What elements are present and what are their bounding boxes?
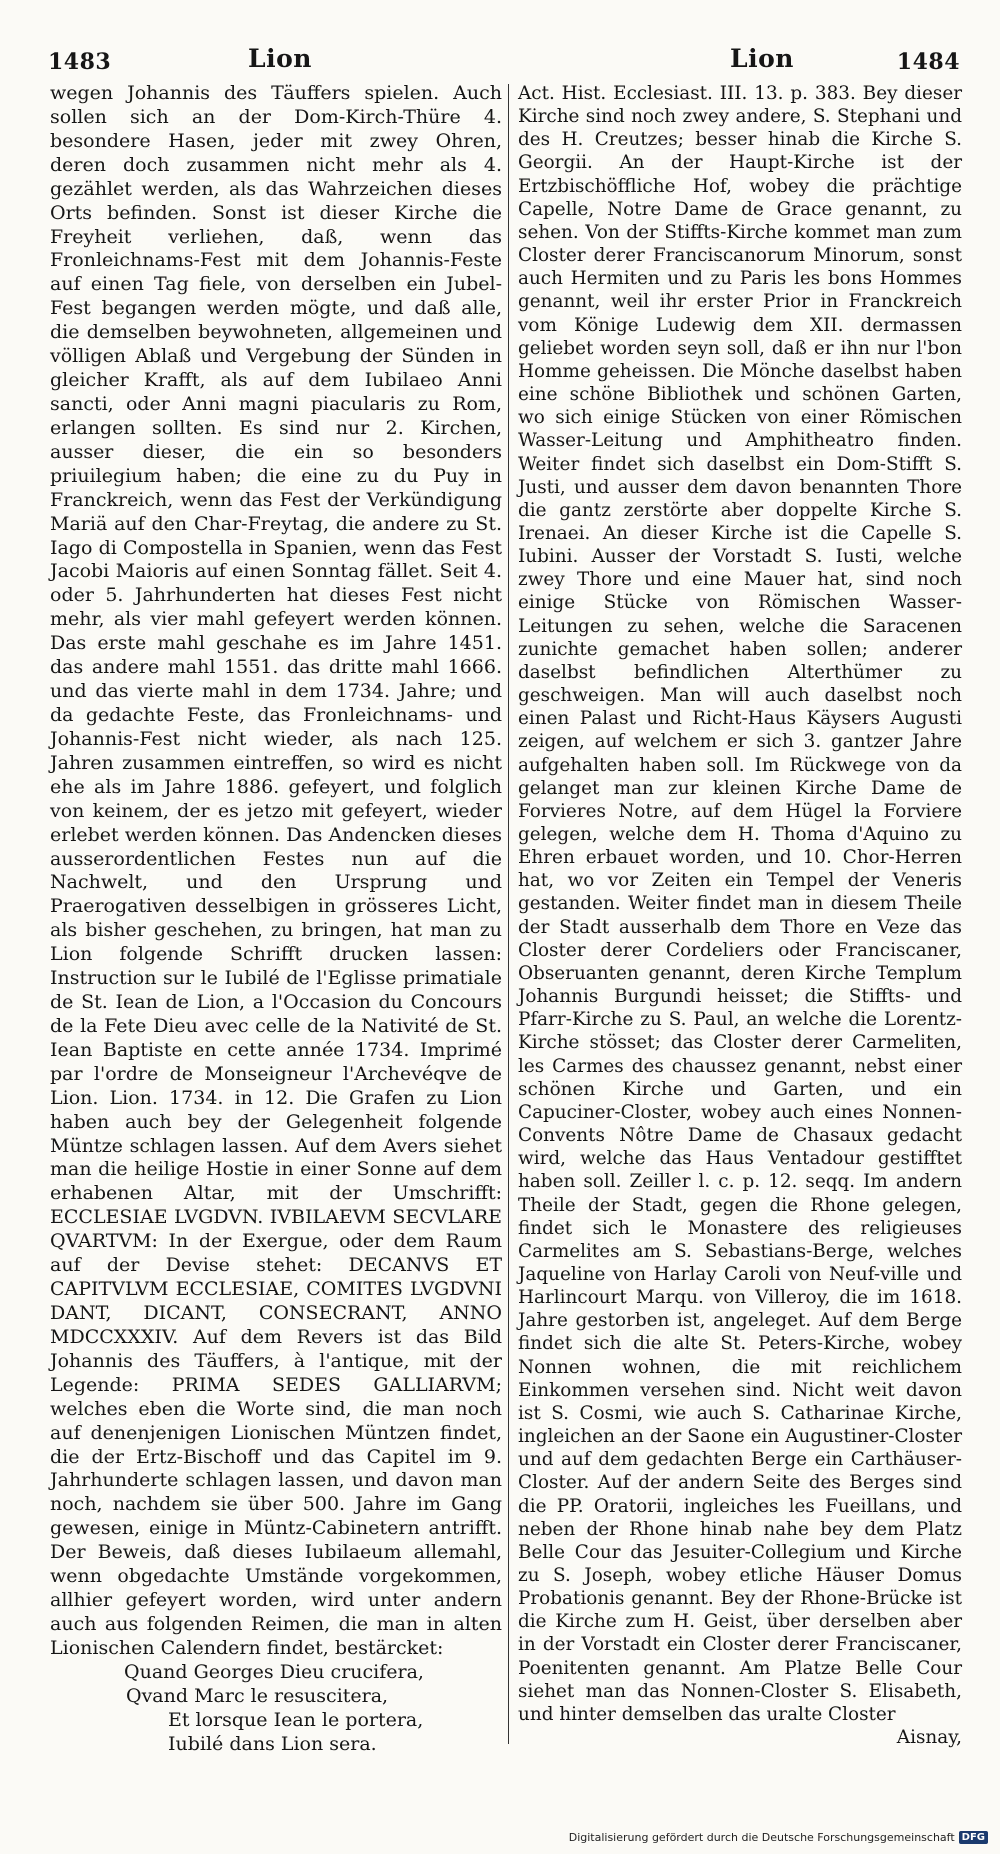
- funding-credit: Digitalisierung gefördert durch die Deutsche Forschungsgemeinschaft: [568, 1831, 955, 1844]
- verse-line: Qvand Marc le resuscitera,: [126, 1684, 389, 1707]
- running-title-left: Lion: [248, 44, 312, 73]
- running-header: [48, 44, 960, 82]
- left-column: [50, 82, 502, 1757]
- digitization-footer: [569, 1831, 988, 1844]
- column-divider: [508, 84, 509, 1744]
- right-column-text: Act. Hist. Ecclesiast. III. 13. p. 383. Bey dieser Kirche sind noch zwey andere, S. Stephani und des H. Creutzes; besser hinab die Kirche S. Georgii. An der Haupt-Kirche ist der Ertzbischöffliche Hof, wobey die prächtige Capelle, Notre Dame de Grace genannt, zu sehen. Von der Stiffts-Kirche kommet man zum Closter derer Franciscanorum Minorum, sonst auch Hermiten und zu Paris les bons Hommes genannt, weil ihr erster Prior in Franckreich vom Könige Ludewig dem XII. dermassen geliebet worden seyn soll, daß er ihn nur l'bon Homme geheissen. Die Mönche daselbst haben eine schöne Bibliothek und schönen Garten, wo sich einige Stücken von einer Römischen Wasser-Leitung und Amphitheatro finden. Weiter findet sich daselbst ein Dom-Stifft S. Justi, und ausser dem davon benannten Thore die gantz zerstörte aber doppelte Kirche S. Irenaei. An dieser Kirche ist die Capelle S. Iubini. Ausser der Vorstadt S. Iusti, welche zwey Thore und eine Mauer hat, sind noch einige Stücke von Römischen Wasser-Leitungen zu sehen, welche die Saracenen zunichte gemachet haben sollen; anderer daselbst befindlichen Alterthümer zu geschweigen. Man will auch daselbst noch einen Palast und Richt-Haus Käysers Augusti zeigen, auf welchem er sich 3. gantzer Jahre aufgehalten haben soll. Im Rückwege von da gelanget man zur kleinen Kirche Dame de Forvieres Notre, auf dem Hügel la Forviere gelegen, welche dem H. Thoma d'Aquino zu Ehren erbauet worden, und 10. Chor-Herren hat, wo vor Zeiten ein Tempel der Veneris gestanden. Weiter findet man in diesem Theile der Stadt ausserhalb dem Thore en Veze das Closter derer Cordeliers oder Franciscaner, Obseruanten genannt, deren Kirche Templum Johannis Burgundi heisset; die Stiffts- und Pfarr-Kirche zu S. Paul, an welche die Lorentz-Kirche stösset; das Closter derer Carmeliten, les Carmes des chaussez genannt, nebst einer schönen Kirche und Garten, und ein Capuciner-Closter, wobey auch eines Nonnen-Convents Nôtre Dame de Chasaux gedacht wird, welche das Haus Ventadour gestifftet haben soll. Zeiller l. c. p. 12. seqq. Im andern Theile der Stadt, gegen die Rhone gelegen, findet sich le Monastere des religieuses Carmelites am S. Sebastians-Berge, welches Jaqueline von Harlay Caroli von Neuf-ville und Harlincourt Marqu. von Villeroy, die im 1618. Jahre gestorben ist, angeleget. Auf dem Berge findet sich die alte St. Peters-Kirche, wobey Nonnen wohnen, die mit reichlichem Einkommen versehen sind. Nicht weit davon ist S. Cosmi, wie auch S. Catharinae Kirche, ingleichen an der Saone ein Augustiner-Closter und auf dem gedachten Berge ein Carthäuser-Closter. Auf der andern Seite des Berges sind die PP. Oratorii, ingleiches les Fueillans, und neben der Rhone hinab nahe bey dem Platz Belle Cour das Jesuiter-Collegium und Kirche zu S. Joseph, wobey etliche Häuser Domus Probationis genannt. Bey der Rhone-Brücke ist die Kirche zum H. Geist, über derselben aber in der Vorstadt ein Closter derer Franciscaner, Poenitenten genannt. Am Platze Belle Cour siehet man das Nonnen-Closter S. Elisabeth, und hinter demselben das uralte Closter: [518, 83, 962, 1725]
- running-title-right: Lion: [730, 44, 794, 73]
- verse-block: [50, 1661, 502, 1757]
- verse-line: Quand Georges Dieu crucifera,: [124, 1660, 424, 1683]
- right-column: [518, 82, 962, 1749]
- verse-line: Et lorsque Iean le portera,: [168, 1708, 424, 1731]
- left-column-text: wegen Johannis des Täuffers spielen. Auch sollen sich an der Dom-Kirch-Thüre 4. besondere Hasen, jeder mit zwey Ohren, deren doch zusammen nicht mehr als 4. gezählet werden, als das Wahrzeichen dieses Orts befinden. Sonst ist dieser Kirche die Freyheit verliehen, daß, wenn das Fronleichnams-Fest mit dem Johannis-Feste auf einen Tag fiele, von derselben ein Jubel-Fest begangen werden mögte, und daß alle, die demselben beywohneten, allgemeinen und völligen Ablaß und Vergebung der Sünden in gleicher Krafft, als auf dem Iubilaeo Anni sancti, oder Anni magni piacularis zu Rom, erlangen sollten. Es sind nur 2. Kirchen, ausser dieser, die ein so besonders priuilegium haben; die eine zu du Puy in Franckreich, wenn das Fest der Verkündigung Mariä auf den Char-Freytag, die andere zu St. Iago di Compostella in Spanien, wenn das Fest Jacobi Maioris auf einen Sonntag fället. Seit 4. oder 5. Jahrhunderten hat dieses Fest nicht mehr, als vier mahl gefeyert werden können. Das erste mahl geschahe es im Jahre 1451. das andere mahl 1551. das dritte mahl 1666. und das vierte mahl in dem 1734. Jahre; und da gedachte Feste, das Fronleichnams- und Johannis-Fest nicht wieder, als nach 125. Jahren zusammen eintreffen, so wird es nicht ehe als im Jahre 1886. gefeyert, und folglich von keinem, der es jetzo mit gefeyert, wieder erlebet werden können. Das Andencken dieses ausserordentlichen Festes nun auf die Nachwelt, und den Ursprung und Praerogativen desselbigen in grösseres Licht, als bisher geschehen, zu bringen, hat man zu Lion folgende Schrifft drucken lassen: Instruction sur le Iubilé de l'Eglisse primatiale de St. Iean de Lion, a l'Occasion du Concours de la Fete Dieu avec celle de la Nativité de St. Iean Baptiste en cette année 1734. Imprimé par l'ordre de Monseigneur l'Archevéqve de Lion. Lion. 1734. in 12. Die Grafen zu Lion haben auch bey der Gelegenheit folgende Müntze schlagen lassen. Auf dem Avers siehet man die heilige Hostie in einer Sonne auf dem erhabenen Altar, mit der Umschrifft: ECCLESIAE LVGDVN. IVBILAEVM SECVLARE QVARTVM: In der Exergue, oder dem Raum auf der Devise stehet: DECANVS ET CAPITVLVM ECCLESIAE, COMITES LVGDVNI DANT, DICANT, CONSECRANT, ANNO MDCCXXXIV. Auf dem Revers ist das Bild Johannis des Täuffers, à l'antique, mit der Legende: PRIMA SEDES GALLIARVM; welches eben die Worte sind, die man noch auf denenjenigen Lionischen Müntzen findet, die der Ertz-Bischoff und das Capitel im 9. Jahrhunderte schlagen lassen, und davon man noch, nachdem sie über 500. Jahre im Gang gewesen, einige in Müntz-Cabinetern antrifft. Der Beweis, daß dieses Iubilaeum allemahl, wenn obgedachte Umstände vorgekommen, allhier gefeyert worden, wird unter andern auch aus folgenden Reimen, die man in alten Lionischen Calendern findet, bestärcket:: [50, 82, 502, 1659]
- page-number-right: 1484: [896, 49, 960, 75]
- dfg-logo: DFG: [959, 1831, 988, 1844]
- page-number-left: 1483: [48, 49, 112, 75]
- verse-line: Iubilé dans Lion sera.: [168, 1732, 377, 1755]
- catchword: Aisnay,: [896, 1727, 962, 1749]
